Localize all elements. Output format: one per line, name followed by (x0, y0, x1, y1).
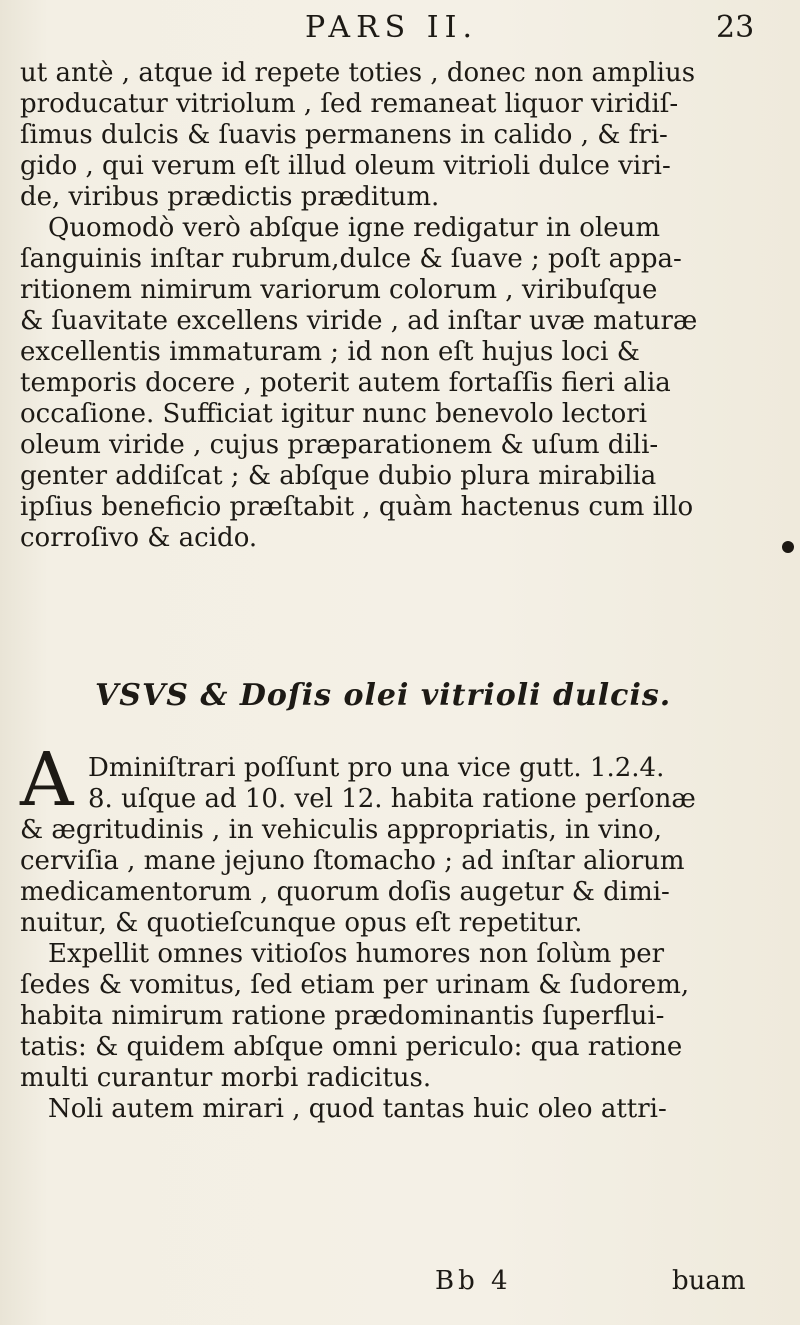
text-line: gido , qui verum eſt illud oleum vitrioli dulce viri- (20, 151, 671, 181)
text-line: occaſione. Sufficiat igitur nunc benevolo lectori (20, 399, 648, 429)
section-heading: VSVS & Doſis olei vitrioli dulcis. (95, 678, 672, 713)
text-line: nuitur, & quotieſcunque opus eſt repetitur. (20, 908, 583, 938)
text-line: Noli autem mirari , quod tantas huic oleo attri- (48, 1094, 667, 1124)
margin-dot-mark (782, 541, 794, 553)
text-line: 8. uſque ad 10. vel 12. habita ratione perſonæ (88, 784, 696, 814)
text-line: de, viribus prædictis præditum. (20, 182, 440, 212)
signature-mark: Bb 4 (435, 1266, 512, 1296)
text-line: habita nimirum ratione prædominantis ſuperflui- (20, 1001, 665, 1031)
text-line: producatur vitriolum , ſed remaneat liquor viridiſ- (20, 89, 679, 119)
drop-cap: A (20, 737, 74, 823)
text-line: oleum viride , cujus præparationem & uſum dili- (20, 430, 659, 460)
text-line: multi curantur morbi radicitus. (20, 1063, 432, 1093)
page-header (0, 8, 800, 54)
text-line: & ſuavitate excellens viride , ad inſtar uvæ maturæ (20, 306, 698, 336)
page-number: 23 (716, 10, 755, 45)
text-line: ſedes & vomitus, ſed etiam per urinam & ſudorem, (20, 970, 690, 1000)
catchword: buam (672, 1266, 746, 1296)
text-line: ſanguinis inſtar rubrum,dulce & ſuave ; poſt appa- (20, 244, 682, 274)
text-line: excellentis immaturam ; id non eſt hujus loci & (20, 337, 640, 367)
text-line: tatis: & quidem abſque omni periculo: qua ratione (20, 1032, 683, 1062)
text-line: Expellit omnes vitioſos humores non ſolùm per (48, 939, 665, 969)
text-line: genter addiſcat ; & abſque dubio plura mirabilia (20, 461, 657, 491)
text-line: ipſius beneficio præſtabit , quàm hactenus cum illo (20, 492, 694, 522)
text-line: corroſivo & acido. (20, 523, 258, 553)
text-line: cerviſia , mane jejuno ſtomacho ; ad inſtar aliorum (20, 846, 685, 876)
running-head: PARS II. (305, 10, 479, 45)
text-line: temporis docere , poterit autem fortaſſis fieri alia (20, 368, 671, 398)
text-line: ritionem nimirum variorum colorum , viribuſque (20, 275, 658, 305)
text-line: Dminiſtrari poſſunt pro una vice gutt. 1.2.4. (88, 753, 665, 783)
text-line: ſimus dulcis & ſuavis permanens in calido , & fri- (20, 120, 668, 150)
page-footer (0, 1266, 800, 1306)
text-line: ut antè , atque id repete toties , donec non amplius (20, 58, 696, 88)
text-line: Quomodò verò abſque igne redigatur in oleum (48, 213, 661, 243)
text-line: medicamentorum , quorum doſis augetur & dimi- (20, 877, 670, 907)
text-line: & ægritudinis , in vehiculis appropriatis, in vino, (20, 815, 662, 845)
